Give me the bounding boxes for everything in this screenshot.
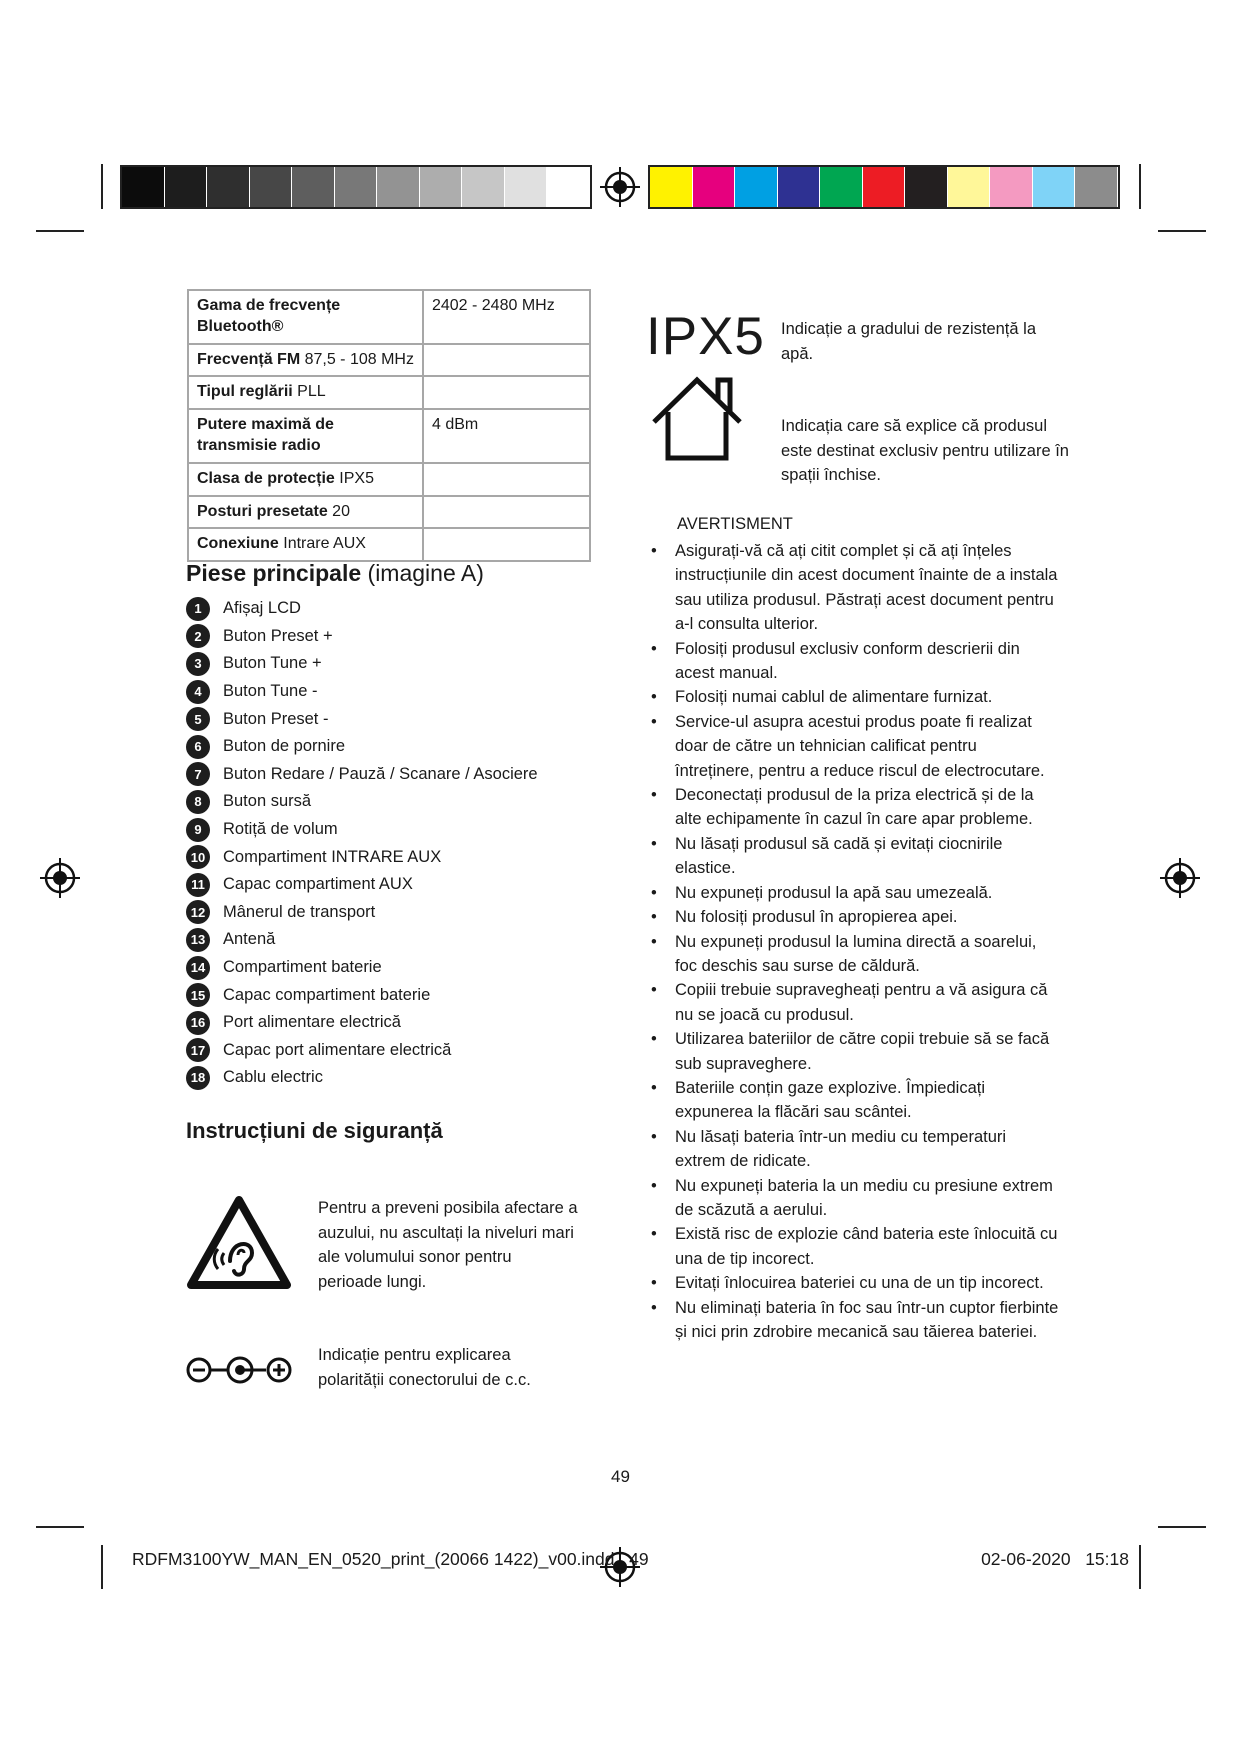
part-label: Cablu electric <box>223 1068 323 1087</box>
registration-mark-icon <box>1160 858 1200 898</box>
part-item <box>186 623 538 651</box>
crop-mark <box>1158 230 1206 232</box>
part-item <box>186 981 538 1009</box>
spec-value: 2402 - 2480 MHz <box>423 290 590 344</box>
indoor-use-text: Indicația care să explice că produsul este destinat exclusiv pentru utilizare în spații închise. <box>781 417 1069 484</box>
color-swatch <box>505 167 548 207</box>
color-swatch <box>250 167 293 207</box>
warning-item: • Deconectați produsul de la priza electrică și de la alte echipamente în cazul în care apar probleme. <box>650 783 1060 832</box>
hearing-warning-icon <box>186 1195 292 1291</box>
color-swatch <box>335 167 378 207</box>
color-swatch <box>905 167 948 207</box>
part-item <box>186 843 538 871</box>
indoor-use-house-icon <box>650 374 744 462</box>
warning-item: • Nu expuneți produsul la lumina directă a soarelui, foc deschis sau surse de căldură. <box>650 930 1060 979</box>
color-swatch <box>1033 167 1076 207</box>
part-number-badge: 14 <box>186 956 210 980</box>
color-swatch <box>165 167 208 207</box>
part-label: Buton Redare / Pauză / Scanare / Asociere <box>223 764 538 783</box>
part-number-badge: 4 <box>186 680 210 704</box>
part-label: Antenă <box>223 930 276 949</box>
spec-value <box>423 463 590 496</box>
spec-value <box>423 376 590 409</box>
part-label: Capac compartiment baterie <box>223 985 431 1004</box>
part-number-badge: 3 <box>186 652 210 676</box>
crop-mark <box>1139 1545 1141 1589</box>
part-item <box>186 1037 538 1065</box>
part-label: Buton sursă <box>223 792 312 811</box>
part-number-badge: 11 <box>186 873 210 897</box>
grayscale-color-bar <box>120 165 592 209</box>
color-swatch <box>547 167 590 207</box>
part-label: Rotiță de volum <box>223 820 338 839</box>
warning-item: • Asigurați-vă că ați citit complet și că ați înțeles instrucțiunile din acest document înainte de a instala sau utiliza produsul. Păstrați acest document pentru a-l consulta ulterior. <box>650 539 1060 637</box>
color-swatch <box>650 167 693 207</box>
spec-key: Putere maximă de transmisie radio <box>188 409 423 463</box>
dc-polarity-icon <box>186 1353 294 1387</box>
crop-mark <box>36 1526 84 1528</box>
color-swatch <box>122 167 165 207</box>
ipx5-label: IPX5 <box>646 307 765 366</box>
warning-item: • Evitați înlocuirea bateriei cu una de un tip incorect. <box>650 1271 1060 1295</box>
crop-mark <box>36 230 84 232</box>
color-swatch <box>377 167 420 207</box>
registration-mark-icon <box>40 858 80 898</box>
spec-row <box>188 463 590 496</box>
spec-row <box>188 409 590 463</box>
part-label: Buton Preset + <box>223 626 333 645</box>
part-number-badge: 12 <box>186 900 210 924</box>
spec-key: Tipul reglării PLL <box>188 376 423 409</box>
warning-item: • Folosiți produsul exclusiv conform descrierii din acest manual. <box>650 637 1060 686</box>
ipx5-text: Indicație a gradului de rezistență la apă. <box>781 320 1036 363</box>
part-item <box>186 650 538 678</box>
part-item <box>186 926 538 954</box>
color-swatch <box>948 167 991 207</box>
footer-file-name: RDFM3100YW_MAN_EN_0520_print_(20066 1422)_v00.indd 49 <box>132 1549 649 1569</box>
part-item <box>186 954 538 982</box>
specifications-table <box>187 289 591 562</box>
part-number-badge: 18 <box>186 1066 210 1090</box>
hearing-warning-text: Pentru a preveni posibila afectare a auzului, nu ascultați la niveluri mari ale volumului sonor pentru perioade lungi. <box>318 1199 578 1291</box>
part-number-badge: 6 <box>186 735 210 759</box>
spec-row <box>188 376 590 409</box>
part-item <box>186 816 538 844</box>
part-item <box>186 678 538 706</box>
warning-item: • Nu expuneți bateria la un mediu cu presiune extrem de scăzută a aerului. <box>650 1174 1060 1223</box>
spec-row <box>188 344 590 377</box>
warning-list <box>650 539 1060 1344</box>
page-number: 49 <box>611 1467 630 1486</box>
part-number-badge: 17 <box>186 1038 210 1062</box>
warning-item: • Copiii trebuie supravegheați pentru a vă asigura că nu se joacă cu produsul. <box>650 978 1060 1027</box>
warning-item: • Folosiți numai cablul de alimentare furnizat. <box>650 685 1060 709</box>
part-label: Afișaj LCD <box>223 599 301 618</box>
parts-list <box>186 595 538 1092</box>
polarity-text: Indicație pentru explicarea polarității conectorului de c.c. <box>318 1346 531 1389</box>
color-swatch <box>1075 167 1118 207</box>
crop-mark <box>1139 164 1141 209</box>
color-swatch <box>778 167 821 207</box>
part-label: Buton Preset - <box>223 709 329 728</box>
part-item <box>186 1064 538 1092</box>
spec-value <box>423 528 590 561</box>
crop-mark <box>101 1545 103 1589</box>
part-label: Buton Tune - <box>223 682 318 701</box>
warning-item: • Nu lăsați produsul să cadă și evitați ciocnirile elastice. <box>650 832 1060 881</box>
spec-row <box>188 290 590 344</box>
part-number-badge: 9 <box>186 818 210 842</box>
spec-key: Gama de frecvențe Bluetooth® <box>188 290 423 344</box>
color-swatch <box>462 167 505 207</box>
crop-mark <box>1158 1526 1206 1528</box>
part-item <box>186 788 538 816</box>
spec-value <box>423 344 590 377</box>
warning-item: • Bateriile conțin gaze explozive. Împiedicați expunerea la flăcări sau scântei. <box>650 1076 1060 1125</box>
part-label: Buton Tune + <box>223 654 322 673</box>
part-item <box>186 871 538 899</box>
color-swatch <box>207 167 250 207</box>
part-label: Port alimentare electrică <box>223 1013 401 1032</box>
part-item <box>186 733 538 761</box>
spec-row <box>188 528 590 561</box>
part-label: Capac port alimentare electrică <box>223 1040 452 1059</box>
part-item <box>186 899 538 927</box>
warning-item: • Nu lăsați bateria într-un mediu cu temperaturi extrem de ridicate. <box>650 1125 1060 1174</box>
warning-item: • Nu expuneți produsul la apă sau umezeală. <box>650 881 1060 905</box>
part-label: Mânerul de transport <box>223 902 376 921</box>
spec-key: Conexiune Intrare AUX <box>188 528 423 561</box>
spec-value: 4 dBm <box>423 409 590 463</box>
part-number-badge: 8 <box>186 790 210 814</box>
part-item <box>186 1009 538 1037</box>
color-swatch <box>990 167 1033 207</box>
spec-row <box>188 496 590 529</box>
part-number-badge: 15 <box>186 983 210 1007</box>
part-label: Buton de pornire <box>223 737 346 756</box>
part-number-badge: 7 <box>186 762 210 786</box>
part-number-badge: 10 <box>186 845 210 869</box>
part-number-badge: 13 <box>186 928 210 952</box>
color-swatch <box>292 167 335 207</box>
part-item <box>186 705 538 733</box>
part-label: Compartiment INTRARE AUX <box>223 847 442 866</box>
part-item <box>186 761 538 789</box>
spec-key: Frecvență FM 87,5 - 108 MHz <box>188 344 423 377</box>
crop-mark <box>101 164 103 209</box>
warning-item: • Nu folosiți produsul în apropierea apei. <box>650 905 1060 929</box>
color-swatch <box>863 167 906 207</box>
color-swatch <box>420 167 463 207</box>
warning-item: • Utilizarea bateriilor de către copii trebuie să se facă sub supraveghere. <box>650 1027 1060 1076</box>
color-swatch <box>693 167 736 207</box>
registration-mark-icon <box>600 167 640 207</box>
spec-value <box>423 496 590 529</box>
part-item <box>186 595 538 623</box>
warning-item: • Nu eliminați bateria în foc sau într-un cuptor fierbinte și nici prin zdrobire mecanică sau tăierea bateriei. <box>650 1296 1060 1345</box>
warning-item: • Service-ul asupra acestui produs poate fi realizat doar de către un tehnician calificat pentru întreținere, pentru a reduce riscul de electrocutare. <box>650 710 1060 783</box>
part-number-badge: 16 <box>186 1011 210 1035</box>
warning-item: • Există risc de explozie când bateria este înlocuită cu una de tip incorect. <box>650 1222 1060 1271</box>
color-swatch <box>820 167 863 207</box>
part-number-badge: 2 <box>186 624 210 648</box>
parts-heading: Piese principale (imagine A) <box>186 560 484 586</box>
part-number-badge: 5 <box>186 707 210 731</box>
part-label: Capac compartiment AUX <box>223 875 413 894</box>
footer-timestamp: 02-06-2020 15:18 <box>981 1549 1129 1569</box>
spec-key: Posturi presetate 20 <box>188 496 423 529</box>
warning-title: AVERTISMENT <box>677 515 793 533</box>
color-swatch <box>735 167 778 207</box>
safety-heading: Instrucțiuni de siguranță <box>186 1118 443 1143</box>
process-color-bar <box>648 165 1120 209</box>
spec-key: Clasa de protecție IPX5 <box>188 463 423 496</box>
part-label: Compartiment baterie <box>223 958 382 977</box>
part-number-badge: 1 <box>186 597 210 621</box>
